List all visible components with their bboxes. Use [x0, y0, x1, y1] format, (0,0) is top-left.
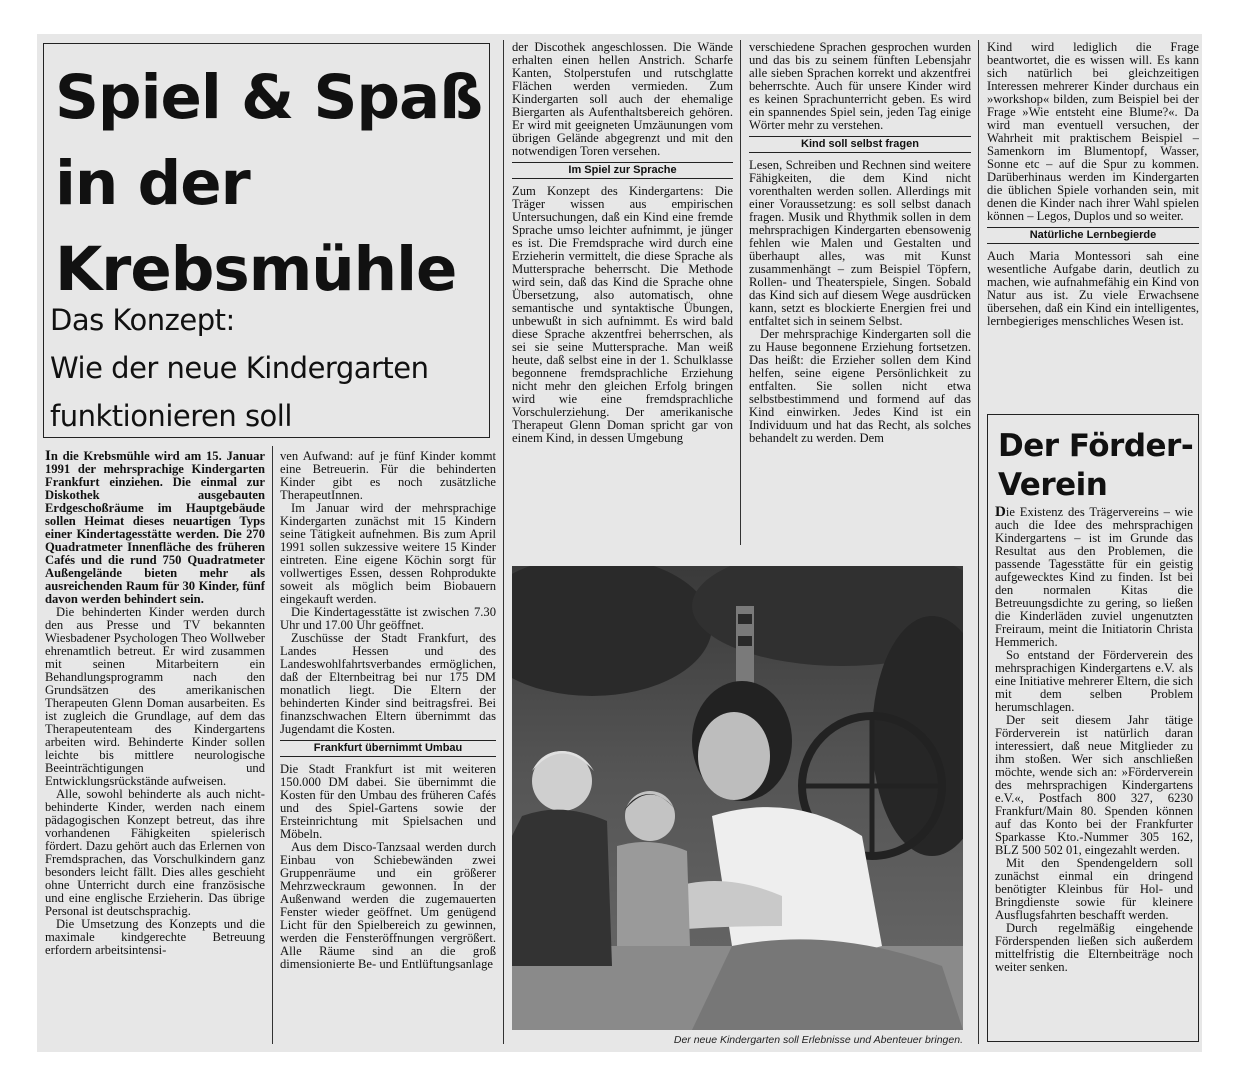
paragraph: Der seit diesem Jahr tätige Förderverein ist natürlich daran interessiert, daß neue Mitglieder zu ihm stoßen. Wer sich anschließen möchte, wende sich an: »Förderverein des mehrsprachigen Kindergartens e.V.«, Postfach 800 327, 6230 Frankfurt/Main 80. Spenden können auf das Konto bei der Frankfurter Sparkasse Kto.-Nummer 305 162, BLZ 500 502 01, eingezahlt werden. — [995, 713, 1193, 857]
flag-stripe — [738, 636, 752, 646]
subtitle-line-2: Wie der neue Kindergarten — [50, 351, 429, 385]
paragraph: Lesen, Schreiben und Rechnen sind weitere Fähigkeiten, die dem Kind nicht vorenthalten werden sollen. Allerdings mit einer Voraussetzung: es soll selbst danach fragen. Musik und Rhythmik sollen in dem mehrsprachigen Kindergarten ebensowenig fehlen wie Malen und Gestalten und überhaupt alles, was mit Kunst zusammenhängt – zum Beispiel Töpfern, Rollen- und Theaterspiele, Singen. Sobald das Kind sich auf diesem Wege ausdrücken kann, setzt es blockierte Energien frei und entfaltet sich in seinem Selbst. — [749, 158, 971, 328]
article-column-2 — [280, 450, 496, 1045]
paragraph: Der mehrsprachige Kindergarten soll die zu Hause begonnene Erziehung fortsetzen. Das heißt: die Erzieher sollen dem Kind helfen, seine eigene Persönlichkeit zu entfalten. Sie sollen nicht etwa selbstbestimmend und formend auf das Kind einwirken. Jedes Kind ist ein Individuum und hat das Recht, als solches behandelt zu werden. Dem — [749, 327, 971, 445]
paragraph: Die Existenz des Trägervereins – wie auch die Idee des mehrsprachigen Kindergartens – ist im Grunde das Resultat aus den Problemen, die passende Tagesstätte für ein geistig aufgewecktes Kind zu finden. Ist bei den normalen Kitas die Betreuungsdichte zu gering, so ließen die Kinderläden zuviel ungenutzten Freiraum, meint die Initiatorin Christa Hemmerich. — [995, 506, 1193, 649]
column-rule — [503, 40, 504, 1044]
dropcap: I — [45, 450, 51, 464]
column-rule — [740, 40, 741, 545]
article-column-4 — [749, 41, 971, 546]
headline-line-2: in der — [55, 148, 250, 219]
article-photo — [512, 566, 963, 1030]
sidebar-box-text — [995, 506, 1193, 1036]
paragraph: Auch Maria Montessori sah eine wesentliche Aufgabe darin, deutlich zu machen, wie aufnahmefähig ein Kind von Natur aus ist. Zu viele Erwachsene übersehen, daß ein Kind ein intelligentes, lernbegieriges menschliches Wesen ist. — [987, 249, 1199, 328]
paragraph: Aus dem Disco-Tanzsaal werden durch Einbau von Schiebewänden zwei Gruppenräume und ein größerer Mehrzweckraum gewonnen. In der Außenwand werden die zugemauerten Fenster wieder geöffnet. Um genügend Licht für den Spielbereich zu gewinnen, werden die Fensteröffnungen vergrößert. Alle Räume sind an die groß dimensionierte Be- und Entlüftungsanlage — [280, 840, 496, 971]
paragraph: Durch regelmäßig eingehende Förderspenden ließen sich außerdem mittelfristig die Elternbeiträge noch weiter senken. — [995, 921, 1193, 974]
paragraph: So entstand der Förderverein des mehrsprachigen Kindergartens e.V. als eine Initiative mehrerer Eltern, die sich mit dem selben Problem herumschlagen. — [995, 648, 1193, 714]
child-two-sweater — [617, 842, 690, 946]
woman-face — [698, 712, 770, 800]
headline-title — [55, 55, 485, 313]
subtitle-line-1: Das Konzept: — [50, 303, 235, 337]
headline-subtitle — [50, 296, 490, 440]
headline-line-3: Krebsmühle — [55, 234, 457, 305]
paragraph: Zuschüsse der Stadt Frankfurt, des Landes Hessen und des Landeswohlfahrtsverbandes ermöglichen, daß der Elternbeitrag bei nur 175 DM monatlich liegt. Die Eltern der behinderten Kinder sind beitragsfrei. Bei finanzschwachen Eltern übernimmt das Jugendamt die Kosten. — [280, 631, 496, 736]
paragraph: Mit den Spendengeldern soll zunächst einmal ein dringend benötigter Kleinbus für Hol- und Bringdienste sowie für kleinere Ausflugsfahrten beschafft werden. — [995, 856, 1193, 922]
section-subhead: Im Spiel zur Sprache — [512, 162, 733, 179]
column-rule — [978, 40, 979, 1044]
paragraph: verschiedene Sprachen gesprochen wurden und das bis zu seinem fünften Lebensjahr alle sieben Sprachen korrekt und akzentfrei beherrschte. Auch für unsere Kinder wird es keinen Sprachunterricht geben. Es wird ein spannendes Spiel sein, jeden Tag einige Wörter mehr zu verstehen. — [749, 41, 971, 132]
paragraph: Kind wird lediglich die Frage beantwortet, die es wissen will. Es kann sich natürlich bei gleichzeitigen Interessen mehrerer Kinder durchaus ein »workshop« bilden, zum Beispiel bei der Frage »Wie entsteht eine Blume?«. Da wird man eventuell versuchen, der Wahrheit mit praktischem Beispiel – Samenkorn im Blumentopf, Wasser, Sonne etc – auf die Spur zu kommen. Darüberhinaus werden im Kindergarten die üblichen Spiele vorhanden sein, mit denen die Kinder nach ihrer Wahl spielen können – Legos, Duplos und so weiter. — [987, 41, 1199, 223]
paragraph: Im Januar wird der mehrsprachige Kindergarten zunächst mit 15 Kindern seine Tätigkeit aufnehmen. Bis zum April 1991 sollen sukzessive weitere 15 Kinder eintreten. Eine eigene Köchin sorgt für vollwertiges Essen, dessen Rohprodukte soweit als möglich beim Biobauern eingekauft werden. — [280, 501, 496, 606]
child-two-face — [625, 791, 675, 841]
headline-line-1: Spiel & Spaß — [55, 62, 483, 133]
article-column-3 — [512, 41, 733, 546]
paragraph: Die Umsetzung des Konzepts und die maximale kindgerechte Betreuung erfordern arbeitsintensi- — [45, 917, 265, 957]
paragraph: Die behinderten Kinder werden durch den aus Presse und TV bekannten Wiesbadener Psychologen Theo Wollweber ehrenamtlich betreut. Er wird zusammen mit seinen Mitarbeitern ein Behandlungsprogramm nach den Grundsätzen des amerikanischen Therapeuten Glenn Doman ausarbeiten. Es ist zugleich die Grundlage, auf dem das Therapeutenteam des Kindergartens arbeiten wird. Behinderte Kinder sollen leichte bis mittlere neurologische Beeinträchtigungen und Entwicklungsrückstände aufweisen. — [45, 605, 265, 788]
article-column-1 — [45, 450, 265, 1045]
column-rule — [272, 446, 273, 1044]
box-title-line-2: Verein — [998, 467, 1108, 503]
paragraph: ven Aufwand: auf je fünf Kinder kommt eine Betreuerin. Für die behinderten Kinder gibt es noch zusätzliche TherapeutInnen. — [280, 450, 496, 502]
paragraph: Zum Konzept des Kindergartens: Die Träger wissen aus empirischen Untersuchungen, daß ein Kind eine fremde Sprache umso leichter aufnimmt, je jünger es ist. Die Fremdsprache wird durch eine Erzieherin vermittelt, die diese Sprache als Muttersprache beherrscht. Die Methode wird sein, daß das Kind die Sprache ohne Übersetzung, also automatisch, ohne semantische und syntaktische Übungen, unbewußt in sich aufnimmt. Es wird bald diese Sprache akzentfrei beherrschen, als sei sie seine Muttersprache. Man weiß heute, daß selbst eine in der 1. Schulklasse begonnene fremdsprachliche Erziehung nicht mehr den gleichen Erfolg bringen wird wie eine fremdsprachliche Vorschulerziehung. Der amerikanische Therapeut Glenn Doman spricht gar von einem Kind, in dessen Umgebung — [512, 184, 733, 445]
lead-paragraph: In die Krebsmühle wird am 15. Januar 1991 der mehrsprachige Kindergarten Frankfurt einziehen. Die einmal zur Diskothek ausgebauten Erdgeschoßräume im Hauptgebäude sollen Heimat dieses neuartigen Typs einer Kindertagesstätte werden. Die 270 Quadratmeter Innenfläche des früheren Cafés und die rund 750 Quadratmeter Außengelände bieten mehr als ausreichenden Raum für 30 Kinder, fünf davon werden behindert sein. — [45, 450, 265, 606]
section-subhead: Natürliche Lernbegierde — [987, 227, 1199, 244]
flag-stripe — [738, 614, 752, 624]
child-one-jacket — [512, 810, 612, 966]
paragraph: Die Kindertagesstätte ist zwischen 7.30 Uhr und 17.00 Uhr geöffnet. — [280, 605, 496, 632]
photo-caption: Der neue Kindergarten soll Erlebnisse und Abenteuer bringen. — [673, 1034, 963, 1046]
paragraph: Alle, sowohl behinderte als auch nicht-behinderte Kinder, werden nach einem pädagogischen Konzept betreut, das ihre vorhandenen Fähigkeiten spielerisch fördert. Dazu gehört auch das Erlernen von Fremdsprachen, das Vorschulkindern ganz besonders leicht fällt. Dies alles geschieht ohne Unterricht durch eine französische und eine englische Erzieherin. Das übrige Personal ist deutschsprachig. — [45, 787, 265, 918]
sidebar-box-title — [998, 427, 1198, 505]
paragraph: der Discothek angeschlossen. Die Wände erhalten einen hellen Anstrich. Scharfe Kanten, Stolperstufen und rutschglatte Flächen werden vermieden. Zum Kindergarten soll auch der ehemalige Biergarten als Aufenthaltsbereich gehören. Er wird mit geeigneten Umzäunungen vom übrigen Gelände abgegrenzt und mit den notwendigen Toren versehen. — [512, 41, 733, 158]
dropcap: D — [995, 506, 1006, 520]
subtitle-line-3: funktionieren soll — [50, 399, 292, 433]
box-title-line-1: Der Förder- — [998, 428, 1194, 464]
paragraph: Die Stadt Frankfurt ist mit weiteren 150.000 DM dabei. Sie übernimmt die Kosten für den Umbau des früheren Cafés und des Spiel-Gartens sowie der Ersteinrichtung mit Spielsachen und Möbeln. — [280, 762, 496, 841]
section-subhead: Kind soll selbst fragen — [749, 136, 971, 153]
section-subhead: Frankfurt übernimmt Umbau — [280, 740, 496, 757]
article-column-5 — [987, 41, 1199, 391]
